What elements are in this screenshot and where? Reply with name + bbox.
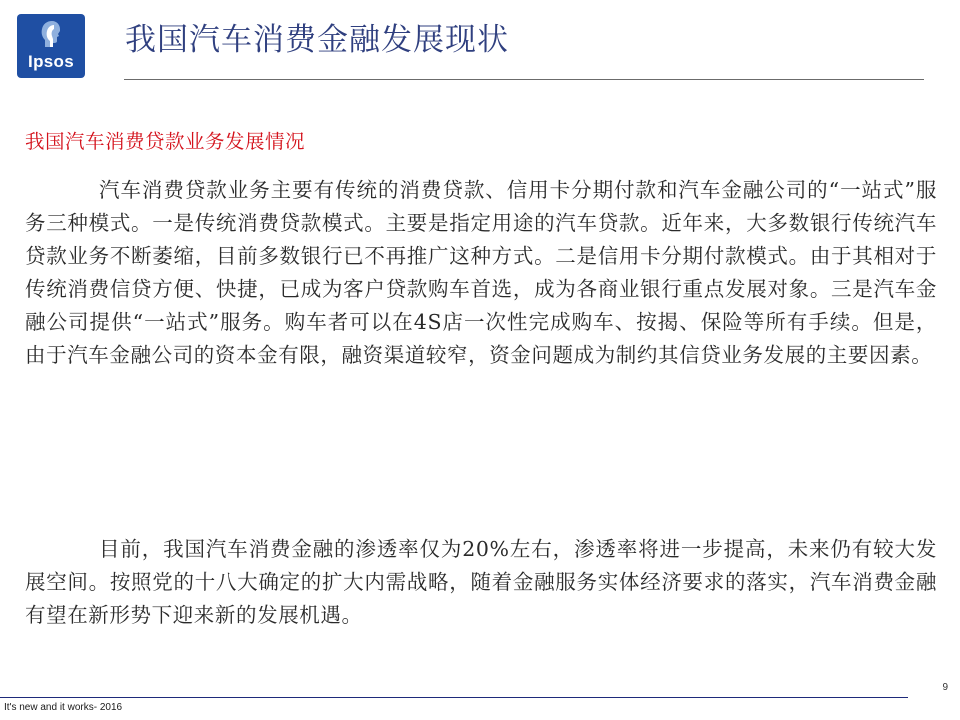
section-heading: 我国汽车消费贷款业务发展情况 [25,130,306,153]
body-paragraph-2: 目前，我国汽车消费金融的渗透率仅为20%左右，渗透率将进一步提高，未来仍有较大发展空间。按照党的十八大确定的扩大内需战略，随着金融服务实体经济要求的落实，汽车消费金融有望在新形势下迎来新的发展机遇。 [25,537,937,627]
page-title: 我国汽车消费金融发展现状 [125,22,509,58]
page-number: 9 [942,682,948,693]
footer-divider [0,697,908,698]
title-divider [124,79,924,80]
logo-wordmark: Ipsos [28,52,74,71]
body-paragraph-1: 汽车消费贷款业务主要有传统的消费贷款、信用卡分期付款和汽车金融公司的“一站式”服务三种模式。一是传统消费贷款模式。主要是指定用途的汽车贷款。近年来，大多数银行传统汽车贷款业务不断萎缩，目前多数银行已不再推广这种方式。二是信用卡分期付款模式。由于其相对于传统消费信贷方便、快捷，已成为客户贷款购车首选，成为各商业银行重点发展对象。三是汽车金融公司提供“一站式”服务。购车者可以在4S店一次性完成购车、按揭、保险等所有手续。但是，由于汽车金融公司的资本金有限，融资渠道较窄，资金问题成为制约其信贷业务发展的主要因素。 [25,178,937,367]
footer-text: It's new and it works- 2016 [4,702,123,713]
ipsos-logo [17,14,85,78]
profile-head-icon [41,20,61,48]
